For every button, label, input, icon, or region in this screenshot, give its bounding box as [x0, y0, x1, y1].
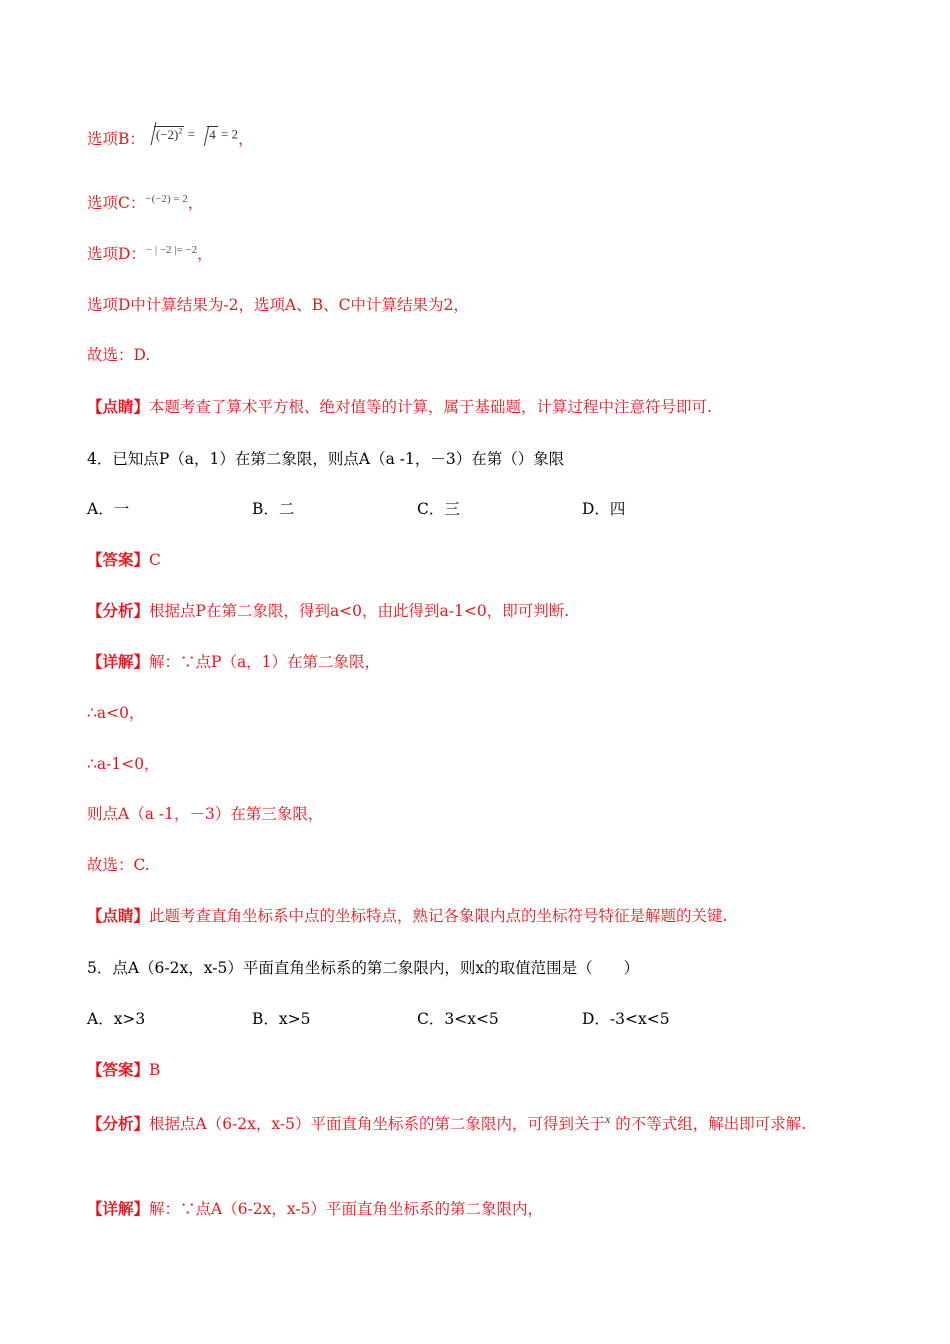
q5-analysis-tag: 【分析】	[87, 1114, 150, 1134]
q5-answer	[87, 1059, 160, 1081]
q4-comment	[87, 905, 727, 927]
q4-option-c: C．三	[417, 500, 460, 518]
q3-summary: 选项D中计算结果为-2，选项A、B、C中计算结果为2，	[87, 296, 469, 314]
q5-option-b: B．x>5	[252, 1010, 311, 1028]
sqrt-icon	[198, 124, 218, 146]
q5-answer-value: B	[149, 1061, 161, 1079]
q3-option-b-label: 选项B：	[87, 130, 145, 148]
q5-answer-tag: 【答案】	[87, 1060, 150, 1079]
q3-option-b-line	[87, 128, 254, 150]
q5-option-a: A．x>3	[87, 1010, 146, 1028]
q4-option-b: B．二	[252, 500, 295, 518]
q4-step-2: ∴a-1<0，	[87, 755, 160, 773]
q5-option-c: C．3<x<5	[417, 1010, 499, 1028]
q4-option-d: D．四	[582, 500, 626, 518]
q3-option-b-result: = 2	[217, 126, 239, 142]
sqrt-icon	[145, 120, 185, 145]
q3-choice: 故选：D.	[87, 346, 151, 364]
q4-analysis-text: 根据点P在第二象限，得到a<0，由此得到a-1<0，即可判断.	[149, 602, 570, 620]
q3-option-b-radicand-2: 4	[209, 126, 216, 142]
q3-option-c-line	[87, 192, 203, 214]
q4-question: 4．已知点P（a，1）在第二象限，则点A（a -1，－3）在第（）象限	[87, 450, 565, 468]
q3-option-b-radicand: (−2)	[155, 126, 179, 142]
q4-step-3: 则点A（a -1，－3）在第三象限，	[87, 805, 324, 823]
q3-comment	[87, 396, 712, 418]
q3-option-b-equals: =	[184, 126, 199, 142]
q4-answer-tag: 【答案】	[87, 550, 150, 569]
q3-option-d-tail: ，	[197, 245, 213, 263]
q4-option-a: A．一	[87, 500, 130, 518]
q5-analysis-text-b: 的不等式组，解出即可求解.	[610, 1115, 807, 1134]
q5-detail-tag: 【详解】	[87, 1199, 150, 1218]
q3-option-d-formula: − | −2 |= −2	[145, 244, 198, 256]
q3-option-b-exponent: 2	[178, 126, 183, 136]
q4-detail	[87, 651, 380, 673]
q3-option-c-formula: −(−2) = 2	[145, 193, 188, 205]
q5-analysis-variable: x	[604, 1112, 611, 1126]
q5-analysis-text-a: 根据点A（6-2x，x-5）平面直角坐标系的第二象限内，可得到关于	[149, 1115, 605, 1134]
q3-comment-tag: 【点睛】	[87, 397, 150, 416]
q5-question: 5．点A（6-2x，x-5）平面直角坐标系的第二象限内，则x的取值范围是（ ）	[87, 959, 640, 977]
q3-option-b-tail: ，	[238, 130, 254, 148]
q4-choice: 故选：C.	[87, 856, 150, 874]
q4-comment-tag: 【点睛】	[87, 906, 150, 925]
q3-comment-text: 本题考查了算术平方根、绝对值等的计算，属于基础题，计算过程中注意符号即可.	[149, 398, 712, 416]
q5-option-d: D．-3<x<5	[582, 1010, 670, 1028]
q5-detail-text: 解：∵点A（6-2x，x-5）平面直角坐标系的第二象限内，	[149, 1200, 543, 1218]
q3-option-c-label: 选项C：	[87, 194, 146, 212]
q3-option-b-formula	[145, 120, 238, 145]
q3-option-c-tail: ，	[187, 194, 204, 212]
q5-detail	[87, 1198, 543, 1220]
q4-analysis-tag: 【分析】	[87, 601, 150, 620]
q4-analysis	[87, 600, 569, 622]
q5-analysis	[87, 1104, 862, 1139]
q4-step-1: ∴a<0，	[87, 704, 145, 722]
q4-detail-tag: 【详解】	[87, 652, 150, 671]
q4-answer-value: C	[149, 551, 161, 569]
q3-option-d-label: 选项D：	[87, 245, 146, 263]
q4-detail-text: 解：∵点P（a，1）在第二象限，	[149, 653, 381, 671]
q4-comment-text: 此题考查直角坐标系中点的坐标特点，熟记各象限内点的坐标符号特征是解题的关键.	[149, 907, 728, 925]
q3-option-d-line	[87, 243, 213, 265]
q4-answer	[87, 549, 161, 571]
